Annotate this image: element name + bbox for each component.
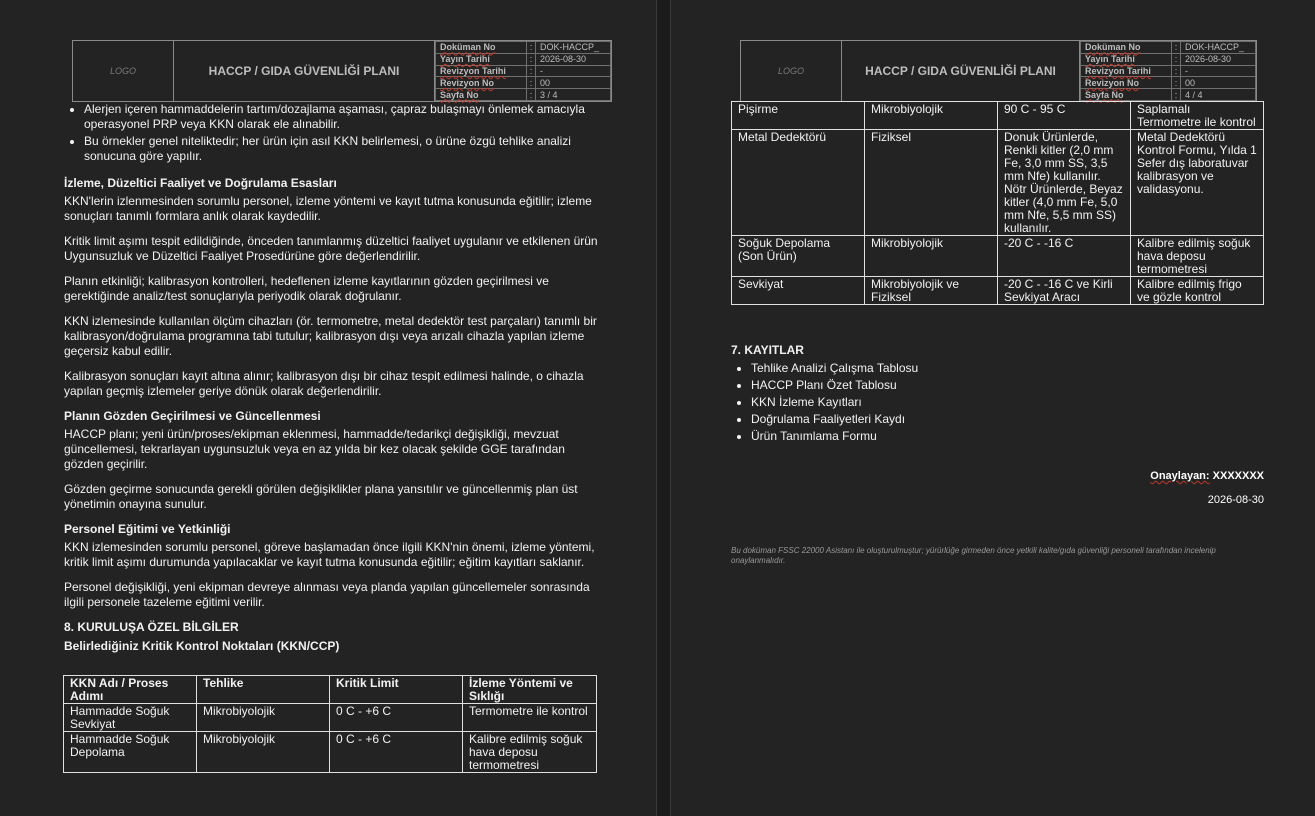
section-heading: Personel Eğitimi ve Yetkinliği (64, 522, 231, 536)
meta-value: 2026-08-30 (1181, 53, 1256, 65)
meta-value: - (536, 65, 611, 77)
meta-label: Revizyon No (436, 77, 527, 89)
approved-date: 2026-08-30 (1207, 494, 1264, 506)
document-header (740, 40, 1257, 102)
paragraph: Planın etkinliği; kalibrasyon kontrolleri, hedeflenen izleme kayıtlarının gözden geçirilmesi ve gerektiğinde analiz/test sonuçlarıyla periyodik olarak doğrulanır. (64, 274, 549, 303)
table-cell: Saplamalı Termometre ile kontrol (1131, 102, 1264, 130)
meta-value: DOK-HACCP_ (1181, 42, 1256, 54)
list-item: • Alerjen içeren hammaddelerin tartım/dozajlama aşaması, çapraz bulaşmayı önlemek amacıyla operasyonel PRP veya KKN olarak ele alınabilir. (84, 102, 604, 132)
ccp-table (63, 675, 597, 773)
document-title: HACCP / GIDA GÜVENLİĞİ PLANI (842, 41, 1080, 101)
table-cell: Kalibre edilmiş frigo ve gözle kontrol (1131, 277, 1264, 305)
table-cell: Mikrobiyolojik (865, 236, 998, 277)
meta-value: - (1181, 65, 1256, 77)
list-item: • Bu örnekler genel niteliktedir; her ürün için asıl KKN belirlemesi, o ürüne özgü tehlike analizi sonucuna göre yapılır. (84, 134, 604, 164)
table-cell: 0 C - +6 C (330, 732, 463, 773)
table-cell: Donuk Ürünlerde, Renkli kitler (2,0 mm Fe, 3,0 mm SS, 3,5 mm Nfe) kullanılır. Nötr Ürünlerde, Beyaz kitler (4,0 mm Fe, 5,0 mm Nfe, 5,5 mm SS) kullanılır. (998, 130, 1131, 236)
paragraph: KKN izlemesinden sorumlu personel, göreve başlamadan önce ilgili KKN'nin önemi, izleme yöntemi, kritik limit aşımı durumunda yapılacaklar ve kayıt tutma konusunda eğitilir; eğitim kayıtları saklanır. (64, 540, 595, 569)
meta-label: Sayfa No (436, 89, 527, 101)
approved-name: XXXXXXX (1212, 470, 1264, 482)
bullet-list (64, 102, 604, 164)
records-section (731, 333, 1251, 446)
table-cell: Metal Dedektörü Kontrol Formu, Yılda 1 Sefer dış laboratuvar kalibrasyon ve validasyonu. (1131, 130, 1264, 236)
document-header (72, 40, 612, 102)
page-number: 4 / 4 (1181, 89, 1256, 101)
paragraph: KKN'lerin izlenmesinden sorumlu personel, izleme yöntemi ve kayıt tutma konusunda eğitilir; izleme sonuçları tanımlı formlara anlık olarak kaydedilir. (64, 194, 592, 223)
meta-label: Revizyon Tarihi (436, 65, 527, 77)
document-meta-table: Doküman No : DOK-HACCP_ Yayın Tarihi : 2026-08-30 Revizyon Tarihi : - Revizyon No : 00 Sayfa No : 4 / 4 (1080, 41, 1256, 101)
table-cell: Metal Dedektörü (732, 130, 865, 236)
meta-label: Yayın Tarihi (1081, 53, 1172, 65)
approval-block (1100, 470, 1264, 506)
section-heading: İzleme, Düzeltici Faaliyet ve Doğrulama Esasları (64, 176, 337, 190)
list-item: • HACCP Planı Özet Tablosu (751, 378, 1251, 393)
section-heading: 7. KAYITLAR (731, 343, 804, 357)
table-row (732, 102, 1264, 130)
paragraph: Personel değişikliği, yeni ekipman devreye alınması veya planda yapılan güncellemeler sonrasında ilgili personele tazeleme eğitimi verilir. (64, 580, 590, 609)
table-cell: Mikrobiyolojik (197, 732, 330, 773)
paragraph: HACCP planı; yeni ürün/proses/ekipman eklenmesi, hammadde/tedarikçi değişikliği, mevzuat güncellemesi, tekrarlayan uygunsuzluk veya en az yılda bir kez olacak şekilde GGE tarafından gözden geçirilir. (64, 427, 565, 471)
table-cell: -20 C - -16 C ve Kirli Sevkiyat Aracı (998, 277, 1131, 305)
records-list (731, 361, 1251, 444)
table-row (732, 130, 1264, 236)
table-cell: Mikrobiyolojik (865, 102, 998, 130)
meta-label: Doküman No (436, 42, 527, 54)
table-cell: Kalibre edilmiş soğuk hava deposu termometresi (463, 732, 597, 773)
page-number: 3 / 4 (536, 89, 611, 101)
paragraph: KKN izlemesinde kullanılan ölçüm cihazları (ör. termometre, metal dedektör test parçaları) tanımlı bir kalibrasyon/doğrulama programına tabi tutulur; kalibrasyon dışı veya arızalı cihazla yapılan izleme geçersiz kabul edilir. (64, 314, 597, 358)
list-item: • Tehlike Analizi Çalışma Tablosu (751, 361, 1251, 376)
logo-placeholder: LOGO (741, 41, 842, 101)
table-cell: Soğuk Depolama (Son Ürün) (732, 236, 865, 277)
table-cell: Pişirme (732, 102, 865, 130)
meta-value: 00 (536, 77, 611, 89)
list-item: • Doğrulama Faaliyetleri Kaydı (751, 412, 1251, 427)
list-item: • Ürün Tanımlama Formu (751, 429, 1251, 444)
section-heading: Planın Gözden Geçirilmesi ve Güncellenmesi (64, 409, 321, 423)
meta-label: Revizyon Tarihi (1081, 65, 1172, 77)
meta-value: 2026-08-30 (536, 53, 611, 65)
table-cell: Hammadde Soğuk Sevkiyat (64, 704, 197, 732)
table-cell: Mikrobiyolojik ve Fiziksel (865, 277, 998, 305)
document-title: HACCP / GIDA GÜVENLİĞİ PLANI (174, 41, 435, 101)
meta-label: Revizyon No (1081, 77, 1172, 89)
table-cell: Hammadde Soğuk Depolama (64, 732, 197, 773)
meta-value: 00 (1181, 77, 1256, 89)
document-meta-table: Doküman No : DOK-HACCP_ Yayın Tarihi : 2026-08-30 Revizyon Tarihi : - Revizyon No : 00 Sayfa No : 3 / 4 (435, 41, 611, 101)
table-row (64, 704, 597, 732)
paragraph: Gözden geçirme sonucunda gerekli görülen değişiklikler plana yansıtılır ve güncellenmiş plan üst yönetimin onayına sunulur. (64, 482, 578, 511)
table-cell: -20 C - -16 C (998, 236, 1131, 277)
table-header: İzleme Yöntemi ve Sıklığı (463, 676, 597, 704)
table-row (732, 236, 1264, 277)
subsection-heading: Belirlediğiniz Kritik Kontrol Noktaları (KKN/CCP) (64, 639, 340, 653)
footnote: Bu doküman FSSC 22000 Asistanı ile oluşturulmuştur; yürürlüğe girmeden önce yetkili kalite/gıda güvenliği personeli tarafından incelenip onaylanmalıdır. (731, 546, 1216, 565)
meta-label: Yayın Tarihi (436, 53, 527, 65)
table-cell: Termometre ile kontrol (463, 704, 597, 732)
list-item: • KKN İzleme Kayıtları (751, 395, 1251, 410)
table-header: KKN Adı / Proses Adımı (64, 676, 197, 704)
table-cell: Fiziksel (865, 130, 998, 236)
table-cell: Sevkiyat (732, 277, 865, 305)
table-cell: Kalibre edilmiş soğuk hava deposu termometresi (1131, 236, 1264, 277)
table-header: Kritik Limit (330, 676, 463, 704)
table-cell: Mikrobiyolojik (197, 704, 330, 732)
table-row (732, 277, 1264, 305)
section-heading: 8. KURULUŞA ÖZEL BİLGİLER (64, 620, 239, 634)
table-row (64, 732, 597, 773)
paragraph: Kalibrasyon sonuçları kayıt altına alınır; kalibrasyon dışı bir cihaz tespit edilmesi halinde, o cihazla yapılan geçmiş izlemeler geriye dönük olarak değerlendirilir. (64, 369, 584, 398)
table-header: Tehlike (197, 676, 330, 704)
table-cell: 0 C - +6 C (330, 704, 463, 732)
approved-label: Onaylayan: (1150, 470, 1210, 482)
paragraph: Kritik limit aşımı tespit edildiğinde, önceden tanımlanmış düzeltici faaliyet uygulanır ve etkilenen ürün Uygunsuzluk ve Düzeltici Faaliyet Prosedürüne göre değerlendirilir. (64, 234, 598, 263)
meta-label: Doküman No (1081, 42, 1172, 54)
left-page-content (64, 102, 604, 657)
meta-label: Sayfa No (1081, 89, 1172, 101)
table-cell: 90 C - 95 C (998, 102, 1131, 130)
meta-value: DOK-HACCP_ (536, 42, 611, 54)
ccp-table-continued (731, 101, 1264, 305)
logo-placeholder: LOGO (73, 41, 174, 101)
